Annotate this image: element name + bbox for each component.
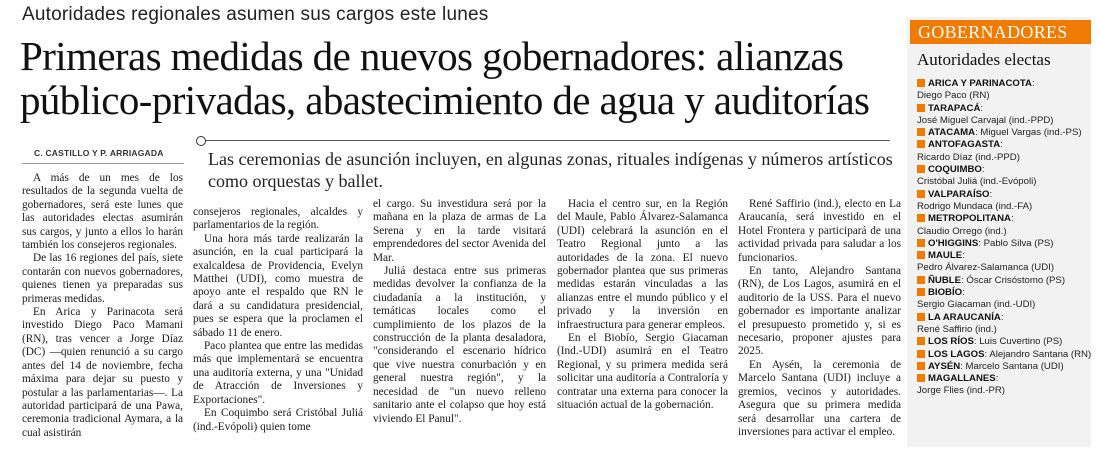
region-item	[917, 103, 1091, 128]
region-item	[917, 373, 1091, 398]
paragraph: Hacia el centro sur, en la Región del Maule, Pablo Álvarez-Salamanca (UDI) celebrará la asunción en el Teatro Regional junto a las autoridades de la zona. El nuevo gobernador plantea que sus primeras medidas estarán vinculadas a las alianzas entre el mundo público y el privado y la inversión en infraestructura para generar empleos.	[557, 198, 728, 331]
governor-line	[917, 115, 1091, 127]
region-item	[917, 312, 1091, 337]
body-column-4	[557, 198, 728, 413]
governor-line	[917, 299, 1091, 311]
paragraph: En Arica y Parinacota será investido Diego Paco Mamani (RN), tras vencer a Jorge Díaz (DC) —quien renunció a su cargo antes del 14 de noviembre, fecha máxima para dejar su puesto y postular a las parlamentarias—. La autoridad participará de una Pawa, ceremonia tradicional Aymara, a la cual asistirán	[22, 306, 183, 439]
region-line: AYSÉN: Marcelo Santana (UDI)	[917, 361, 1091, 373]
paragraph: En el Biobío, Sergio Giacaman (Ind.-UDI) asumirá en el Teatro Regional, y su primera medida será solicitar una auditoría a Contraloría y contratar una externa para conocer la situación actual de la gobernación.	[557, 332, 728, 412]
governor-line	[917, 385, 1091, 397]
byline: C. CASTILLO Y P. ARRIAGADA	[34, 148, 164, 158]
region-line: LOS LAGOS: Alejandro Santana (RN)	[917, 349, 1091, 361]
sidebar-subtitle: Autoridades electas	[917, 50, 1051, 69]
body-column-1	[22, 172, 183, 440]
square-bullet-icon	[917, 362, 925, 370]
region-line: O'HIGGINS: Pablo Silva (PS)	[917, 238, 1091, 250]
region-item	[917, 213, 1091, 238]
governor-name: Cristóbal Juliá (ind.-Evópoli)	[917, 176, 1037, 188]
square-bullet-icon	[917, 337, 925, 345]
region-line: LA ARAUCANÍA:	[917, 312, 1091, 324]
region-name: ANTOFAGASTA	[928, 139, 1001, 151]
square-bullet-icon	[917, 140, 925, 148]
paragraph: A más de un mes de los resultados de la segunda vuelta de gobernadores, será este lunes que las autoridades electas asumirán sus cargos, y junto a ellos lo harán también los consejeros regionales.	[22, 172, 183, 252]
region-item	[917, 238, 1091, 250]
governor-name: Diego Paco (RN)	[917, 90, 990, 102]
region-line: TARAPACÁ:	[917, 103, 1091, 115]
governor-name: René Saffirio (ind.)	[917, 323, 997, 335]
region-line: ATACAMA: Miguel Vargas (ind.-PS)	[917, 127, 1091, 139]
square-bullet-icon	[917, 288, 925, 296]
square-bullet-icon	[917, 313, 925, 321]
region-item	[917, 349, 1091, 361]
region-item	[917, 127, 1091, 139]
governor-name: Óscar Crisóstomo (PS)	[966, 274, 1066, 286]
paragraph: el cargo. Su investidura será por la mañana en la plaza de armas de La Serena y en la tarde visitará emprendedores del sector Avenida del Mar.	[373, 198, 546, 264]
region-name: BIOBÍO	[928, 287, 963, 299]
region-item	[917, 78, 1091, 103]
region-line: ANTOFAGASTA:	[917, 139, 1091, 151]
square-bullet-icon	[917, 79, 925, 87]
governor-line	[917, 262, 1091, 274]
paragraph: Juliá destaca entre sus primeras medidas devolver la confianza de la ciudadanía a la institución, y temáticas locales como el cumplimiento de los plazos de la construcción de la planta desaladora, "considerando el escenario hídrico que vive nuestra conurbación y en general nuestra región", y la necesidad de "un nuevo relleno sanitario ante el colapso que hoy está viviendo El Panul".	[373, 265, 546, 425]
region-name: MAGALLANES	[928, 373, 996, 385]
region-item	[917, 139, 1091, 164]
square-bullet-icon	[917, 374, 925, 382]
governor-name: Sergio Giacaman (ind.-UDI)	[917, 299, 1036, 311]
region-line: ÑUBLE: Óscar Crisóstomo (PS)	[917, 275, 1091, 287]
region-item	[917, 189, 1091, 214]
body-column-2	[193, 206, 363, 434]
region-item	[917, 287, 1091, 312]
governor-line	[917, 226, 1091, 238]
body-column-5	[738, 198, 901, 439]
governor-name: Pablo Silva (PS)	[983, 237, 1054, 249]
region-line: COQUIMBO:	[917, 164, 1091, 176]
governor-name: Marcelo Santana (UDI)	[965, 360, 1064, 372]
region-line: LOS RÍOS: Luis Cuvertino (PS)	[917, 336, 1091, 348]
square-bullet-icon	[917, 190, 925, 198]
square-bullet-icon	[917, 350, 925, 358]
square-bullet-icon	[917, 104, 925, 112]
region-item	[917, 275, 1091, 287]
region-name: ARICA Y PARINACOTA	[928, 78, 1032, 89]
region-name: MAULE	[928, 250, 963, 262]
region-line: MAULE:	[917, 250, 1091, 262]
headline-line-2: público-privadas, abastecimiento de agua y auditorías	[20, 77, 870, 123]
governor-name: Pedro Álvarez-Salamanca (UDI)	[917, 262, 1055, 274]
divider-ornament	[196, 136, 206, 146]
governor-name: Miguel Vargas (ind.-PS)	[980, 127, 1082, 139]
region-item	[917, 250, 1091, 275]
region-name: ATACAMA	[928, 127, 976, 139]
region-name: LOS RÍOS	[928, 336, 974, 348]
governor-name: Rodrigo Mundaca (ind.-FA)	[917, 200, 1033, 212]
region-line: ARICA Y PARINACOTA:	[917, 78, 1091, 90]
byline-rule	[22, 163, 184, 164]
region-name: LA ARAUCANÍA	[928, 311, 1001, 323]
governor-line	[917, 176, 1091, 188]
square-bullet-icon	[917, 276, 925, 284]
region-line: METROPOLITANA:	[917, 213, 1091, 225]
region-list	[917, 78, 1091, 398]
governor-name: José Miguel Carvajal (ind.-PPD)	[917, 114, 1054, 126]
square-bullet-icon	[917, 239, 925, 247]
region-name: METROPOLITANA	[928, 213, 1011, 225]
paragraph: En Coquimbo será Cristóbal Juliá (ind.-Evópoli) quien tome	[193, 407, 363, 433]
governor-name: Ricardo Díaz (ind.-PPD)	[917, 151, 1020, 163]
square-bullet-icon	[917, 251, 925, 259]
region-item	[917, 336, 1091, 348]
governor-name: Jorge Flies (ind.-PR)	[917, 385, 1005, 397]
headline	[20, 34, 900, 122]
governor-line	[917, 324, 1091, 336]
governor-line	[917, 90, 1091, 102]
region-name: AYSÉN	[928, 360, 961, 372]
kicker: Autoridades regionales asumen sus cargos este lunes	[22, 4, 489, 25]
square-bullet-icon	[917, 165, 925, 173]
subhead: Las ceremonias de asunción incluyen, en algunas zonas, rituales indígenas y números artísticos como orquestas y ballet.	[208, 149, 893, 191]
region-line: VALPARAÍSO:	[917, 189, 1091, 201]
region-name: LOS LAGOS	[928, 348, 985, 360]
region-name: COQUIMBO	[928, 164, 982, 176]
paragraph: Una hora más tarde realizarán la asunción, en la cual participará la exalcaldesa de Providencia, Evelyn Matthei (UDI), como muestra de apoyo ante el respaldo que RN le dará a su candidatura presidencial, pues se espera que la proclamen el sábado 11 de enero.	[193, 232, 363, 339]
paragraph: René Saffirio (ind.), electo en La Araucanía, será investido en el Hotel Frontera y participará de una actividad privada para saludar a los funcionarios.	[738, 198, 901, 264]
headline-line-1: Primeras medidas de nuevos gobernadores: alianzas	[20, 33, 844, 79]
square-bullet-icon	[917, 128, 925, 136]
governor-name: Luis Cuvertino (PS)	[979, 336, 1063, 348]
region-name: TARAPACÁ	[928, 102, 981, 114]
region-line: MAGALLANES:	[917, 373, 1091, 385]
paragraph: De las 16 regiones del país, siete contarán con nuevos gobernadores, quienes tienen ya preparadas sus primeras medidas.	[22, 252, 183, 305]
paragraph: consejeros regionales, alcaldes y parlamentarios de la región.	[193, 206, 363, 232]
paragraph: En Aysén, la ceremonia de Marcelo Santana (UDI) incluye a gremios, vecinos y autoridades. Asegura que su primera medida será desarrollar una cartera de inversiones para activar el empleo.	[738, 358, 901, 438]
region-item	[917, 361, 1091, 373]
region-name: VALPARAÍSO	[928, 188, 990, 200]
governor-name: Claudio Orrego (ind.)	[917, 225, 1007, 237]
body-column-3	[373, 198, 546, 426]
section-divider	[200, 140, 890, 141]
square-bullet-icon	[917, 214, 925, 222]
sidebar-header: GOBERNADORES	[910, 20, 1091, 44]
paragraph: En tanto, Alejandro Santana (RN), de Los Lagos, asumirá en el auditorio de la USS. Para el nuevo gobernador es importante analizar el presupuesto prometido y, si es necesario, proponer ajustes para 2025.	[738, 265, 901, 358]
region-name: O'HIGGINS	[928, 237, 979, 249]
governor-name: Alejandro Santana (RN)	[989, 348, 1092, 360]
paragraph: Paco plantea que entre las medidas más que implementará se encuentra una auditoría externa, y una "Unidad de Atracción de Inversiones y Exportaciones".	[193, 340, 363, 406]
region-line: BIOBÍO:	[917, 287, 1091, 299]
region-item	[917, 164, 1091, 189]
region-name: ÑUBLE	[928, 274, 962, 286]
governor-line	[917, 201, 1091, 213]
governor-line	[917, 152, 1091, 164]
